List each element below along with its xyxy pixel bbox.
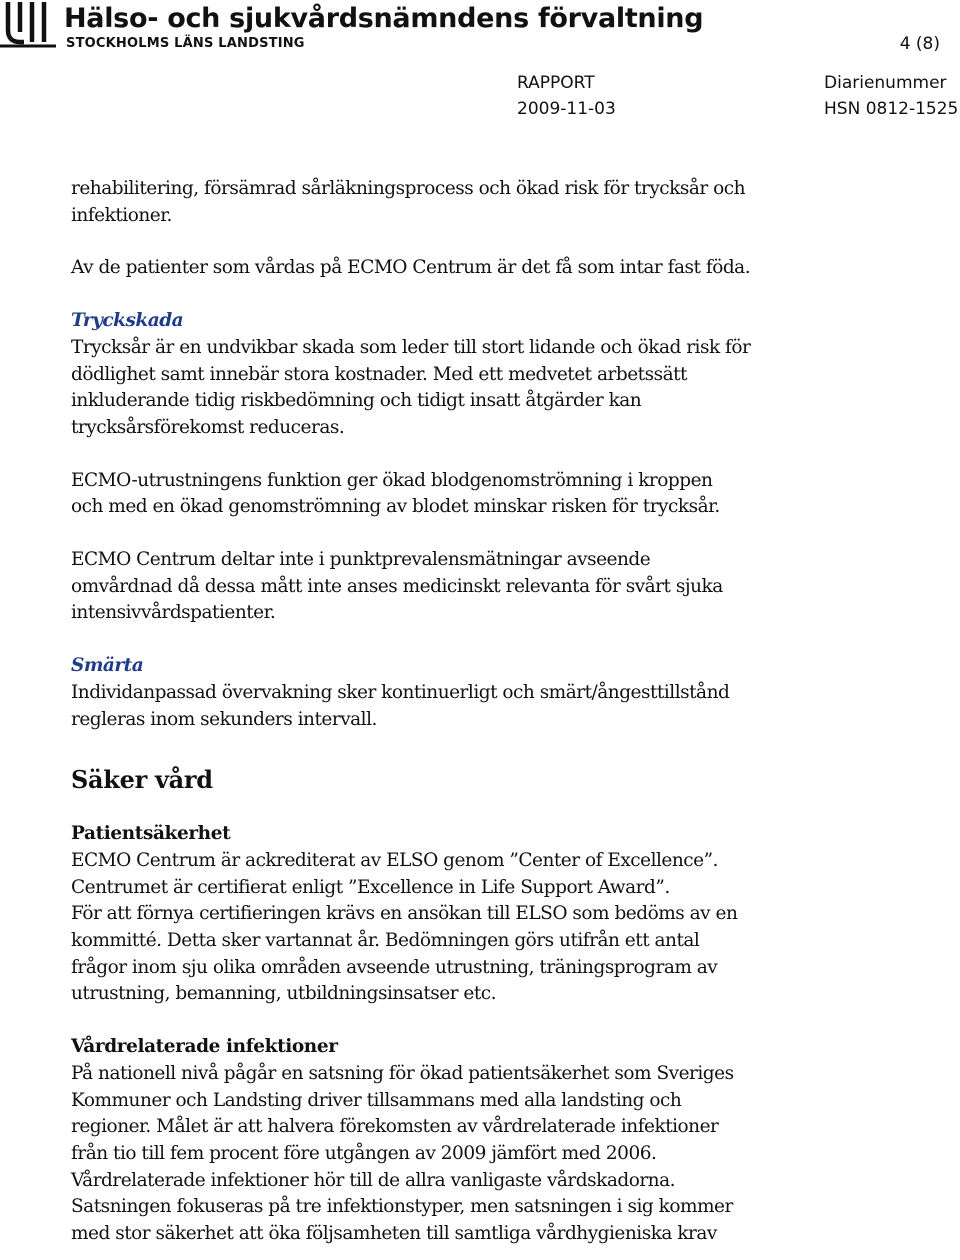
text-line: regleras inom sekunders intervall. bbox=[71, 708, 377, 730]
registration-number: HSN 0812-1525 bbox=[824, 99, 959, 119]
paragraph-lines bbox=[71, 1061, 931, 1248]
text-line: infektioner. bbox=[71, 204, 172, 226]
text-line: med stor säkerhet att öka följsamheten till samtliga vårdhygieniska krav bbox=[71, 1223, 717, 1245]
text-line: intensivvårdspatienter. bbox=[71, 602, 276, 624]
document-type: RAPPORT bbox=[517, 73, 595, 93]
section-title: Säker vård bbox=[71, 765, 213, 795]
text-line: Trycksår är en undvikbar skada som leder till stort lidande och ökad risk för bbox=[71, 336, 751, 358]
letterhead bbox=[0, 0, 960, 130]
text-line: dödlighet samt innebär stora kostnader. Med ett medvetet arbetssätt bbox=[71, 363, 687, 385]
text-line: Vårdrelaterade infektioner hör till de allra vanligaste vårdskadorna. bbox=[71, 1169, 675, 1191]
text-line: ECMO-utrustningens funktion ger ökad blodgenomströmning i kroppen bbox=[71, 469, 713, 491]
subheading-tryckskada: Tryckskada bbox=[71, 310, 184, 332]
organization-name: Hälso- och sjukvårdsnämndens förvaltning bbox=[64, 3, 704, 34]
subheading-patientsakerhet: Patientsäkerhet bbox=[71, 823, 231, 845]
text-line: utrustning, bemanning, utbildningsinsatser etc. bbox=[71, 983, 497, 1005]
text-line: På nationell nivå pågår en satsning för ökad patientsäkerhet som Sveriges bbox=[71, 1062, 734, 1084]
text-line: ECMO Centrum är ackrediterat av ELSO genom ”Center of Excellence”. bbox=[71, 849, 718, 871]
county-council-logo-icon bbox=[0, 2, 58, 50]
text-line: För att förnya certifieringen krävs en ansökan till ELSO som bedöms av en bbox=[71, 903, 738, 925]
paragraph-with-heading bbox=[71, 653, 931, 733]
document-meta-right bbox=[824, 70, 958, 122]
organization-subtitle: STOCKHOLMS LÄNS LANDSTING bbox=[66, 36, 305, 51]
text-line: Centrumet är certifierat enligt ”Excellence in Life Support Award”. bbox=[71, 876, 670, 898]
text-line: ECMO Centrum deltar inte i punktprevalensmätningar avseende bbox=[71, 549, 651, 571]
text-line: regioner. Målet är att halvera förekomsten av vårdrelaterade infektioner bbox=[71, 1116, 719, 1138]
text-line: inkluderande tidig riskbedömning och tidigt insatt åtgärder kan bbox=[71, 390, 642, 412]
text-line: Kommuner och Landsting driver tillsammans med alla landsting och bbox=[71, 1089, 682, 1111]
registration-label: Diarienummer bbox=[824, 73, 947, 93]
text-line: Individanpassad övervakning sker kontinuerligt och smärt/ångesttillstånd bbox=[71, 681, 730, 703]
subheading-vardrelaterade-infektioner: Vårdrelaterade infektioner bbox=[71, 1036, 338, 1058]
text-line: omvårdnad då dessa mått inte anses medicinskt relevanta för svårt sjuka bbox=[71, 575, 723, 597]
paragraph-with-heading bbox=[71, 308, 931, 442]
paragraph bbox=[71, 547, 931, 627]
text-line: kommitté. Detta sker vartannat år. Bedömningen görs utifrån ett antal bbox=[71, 930, 700, 952]
subheading-smarta: Smärta bbox=[71, 655, 144, 677]
text-line: Av de patienter som vårdas på ECMO Centrum är det få som intar fast föda. bbox=[71, 257, 751, 279]
paragraph-lines bbox=[71, 680, 931, 733]
paragraph bbox=[71, 176, 931, 229]
paragraph bbox=[71, 468, 931, 521]
paragraph-lines bbox=[71, 335, 931, 442]
report-body bbox=[71, 176, 931, 1248]
text-line: från tio till fem procent före utgången av 2009 jämfört med 2006. bbox=[71, 1142, 657, 1164]
paragraph-with-heading bbox=[71, 1034, 931, 1248]
document-date: 2009-11-03 bbox=[517, 99, 616, 119]
text-line: rehabilitering, försämrad sårläkningsprocess och ökad risk för trycksår och bbox=[71, 178, 746, 199]
text-line: och med en ökad genomströmning av blodet minskar risken för trycksår. bbox=[71, 496, 720, 518]
paragraph bbox=[71, 255, 931, 282]
document-meta-left bbox=[517, 70, 616, 122]
text-line: trycksårsförekomst reduceras. bbox=[71, 416, 345, 438]
text-line: frågor inom sju olika områden avseende utrustning, träningsprogram av bbox=[71, 956, 718, 978]
text-line: Satsningen fokuseras på tre infektionstyper, men satsningen i sig kommer bbox=[71, 1196, 733, 1218]
paragraph-with-heading bbox=[71, 821, 931, 1008]
paragraph-lines bbox=[71, 848, 931, 1008]
page-number: 4 (8) bbox=[899, 34, 940, 54]
